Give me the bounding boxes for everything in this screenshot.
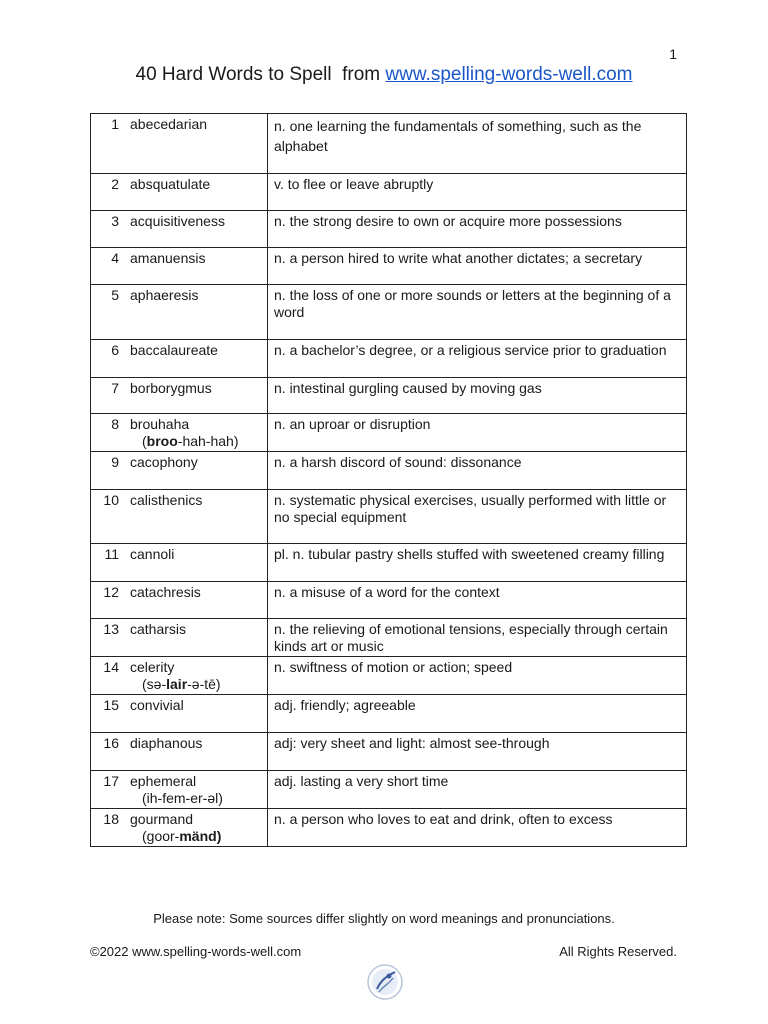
definition-cell: adj. lasting a very short time xyxy=(268,771,687,809)
word-text: absquatulate xyxy=(130,176,211,192)
definition-cell: n. a misuse of a word for the context xyxy=(268,582,687,619)
word-number: 6 xyxy=(111,342,119,358)
word-number: 13 xyxy=(103,621,119,637)
definition-cell: n. an uproar or disruption xyxy=(268,414,687,452)
word-text: catachresis xyxy=(130,584,201,600)
table-row xyxy=(91,174,687,211)
definition-cell: pl. n. tubular pastry shells stuffed with sweetened creamy filling xyxy=(268,544,687,582)
word-number: 18 xyxy=(103,811,119,827)
word-number: 7 xyxy=(111,380,119,396)
title-text: 40 Hard Words to Spell from xyxy=(135,64,386,85)
word-cell xyxy=(91,809,268,847)
definition-cell: n. swiftness of motion or action; speed xyxy=(268,657,687,695)
word-number: 3 xyxy=(111,213,119,229)
word-text: convivial xyxy=(130,697,184,713)
table-row xyxy=(91,582,687,619)
pronunciation xyxy=(97,828,261,845)
word-number: 10 xyxy=(103,492,119,508)
word-number: 1 xyxy=(111,116,119,132)
definition-cell: n. the relieving of emotional tensions, especially through certain kinds art or music xyxy=(268,619,687,657)
word-cell xyxy=(91,544,268,582)
page-title xyxy=(0,64,768,86)
word-text: calisthenics xyxy=(130,492,203,508)
word-number: 12 xyxy=(103,584,119,600)
word-number: 8 xyxy=(111,416,119,432)
word-text: abecedarian xyxy=(130,116,208,132)
site-link[interactable]: www.spelling-words-well.com xyxy=(385,64,633,85)
word-cell xyxy=(91,582,268,619)
word-number: 5 xyxy=(111,287,119,303)
word-number: 15 xyxy=(103,697,119,713)
table-row xyxy=(91,771,687,809)
pronunciation xyxy=(97,790,261,807)
page-number: 1 xyxy=(669,46,677,62)
pronunciation-post: -ə-tē) xyxy=(187,676,221,692)
word-cell xyxy=(91,771,268,809)
pronunciation-pre: (ih-fem-er-əl) xyxy=(142,790,223,806)
word-number: 16 xyxy=(103,735,119,751)
table-row xyxy=(91,490,687,544)
table-row xyxy=(91,378,687,414)
table-row xyxy=(91,695,687,733)
word-number: 17 xyxy=(103,773,119,789)
table-row xyxy=(91,285,687,340)
word-number: 9 xyxy=(111,454,119,470)
pronunciation xyxy=(97,433,261,450)
word-cell xyxy=(91,340,268,378)
word-text: celerity xyxy=(130,659,175,675)
word-text: catharsis xyxy=(130,621,187,637)
site-logo-icon xyxy=(365,962,405,1002)
word-number: 14 xyxy=(103,659,119,675)
rights-text: All Rights Reserved. xyxy=(559,944,677,959)
definition-cell: n. intestinal gurgling caused by moving gas xyxy=(268,378,687,414)
definition-cell: n. the strong desire to own or acquire more possessions xyxy=(268,211,687,248)
word-text: acquisitiveness xyxy=(130,213,225,229)
definition-cell: adj. friendly; agreeable xyxy=(268,695,687,733)
word-cell xyxy=(91,114,268,174)
word-text: diaphanous xyxy=(130,735,203,751)
word-cell xyxy=(91,695,268,733)
table-row xyxy=(91,340,687,378)
table-row xyxy=(91,211,687,248)
table-row xyxy=(91,414,687,452)
table-row xyxy=(91,733,687,771)
table-row xyxy=(91,544,687,582)
word-text: borborygmus xyxy=(130,380,212,396)
word-text: aphaeresis xyxy=(130,287,199,303)
word-cell xyxy=(91,174,268,211)
copyright-text: ©2022 www.spelling-words-well.com xyxy=(90,944,302,959)
word-cell xyxy=(91,452,268,490)
word-cell xyxy=(91,211,268,248)
pronunciation xyxy=(97,676,261,693)
definition-cell: n. a person who loves to eat and drink, often to excess xyxy=(268,809,687,847)
word-text: ephemeral xyxy=(130,773,197,789)
definition-cell: n. a harsh discord of sound: dissonance xyxy=(268,452,687,490)
word-table xyxy=(90,113,687,847)
pronunciation-bold: broo xyxy=(146,433,178,449)
word-text: gourmand xyxy=(130,811,194,827)
table-row xyxy=(91,114,687,174)
pronunciation-pre: (goor- xyxy=(142,828,180,844)
word-cell xyxy=(91,619,268,657)
definition-cell: n. a person hired to write what another dictates; a secretary xyxy=(268,248,687,285)
definition-cell: n. one learning the fundamentals of something, such as the alphabet xyxy=(268,114,687,174)
word-cell xyxy=(91,285,268,340)
word-text: cannoli xyxy=(130,546,175,562)
definition-cell: n. the loss of one or more sounds or letters at the beginning of a word xyxy=(268,285,687,340)
word-text: baccalaureate xyxy=(130,342,218,358)
pronunciation-pre: (sə- xyxy=(142,676,167,692)
table-row xyxy=(91,248,687,285)
definition-cell: n. systematic physical exercises, usually performed with little or no special equipment xyxy=(268,490,687,544)
table-row xyxy=(91,657,687,695)
pronunciation-bold: mänd) xyxy=(179,828,222,844)
word-cell xyxy=(91,733,268,771)
word-text: brouhaha xyxy=(130,416,190,432)
word-cell xyxy=(91,378,268,414)
word-text: cacophony xyxy=(130,454,198,470)
definition-cell: n. a bachelor’s degree, or a religious service prior to graduation xyxy=(268,340,687,378)
word-text: amanuensis xyxy=(130,250,206,266)
definition-cell: v. to flee or leave abruptly xyxy=(268,174,687,211)
word-cell xyxy=(91,248,268,285)
definition-cell: adj: very sheet and light: almost see-through xyxy=(268,733,687,771)
table-row xyxy=(91,452,687,490)
word-cell xyxy=(91,414,268,452)
pronunciation-pre: ( xyxy=(142,433,147,449)
pronunciation-post: -hah-hah) xyxy=(177,433,239,449)
word-number: 2 xyxy=(111,176,119,192)
word-cell xyxy=(91,657,268,695)
word-number: 4 xyxy=(111,250,119,266)
word-cell xyxy=(91,490,268,544)
word-number: 11 xyxy=(104,546,119,562)
table-row xyxy=(91,809,687,847)
disclaimer-note: Please note: Some sources differ slightly on word meanings and pronunciations. xyxy=(153,911,615,926)
table-row xyxy=(91,619,687,657)
pronunciation-bold: lair xyxy=(166,676,188,692)
